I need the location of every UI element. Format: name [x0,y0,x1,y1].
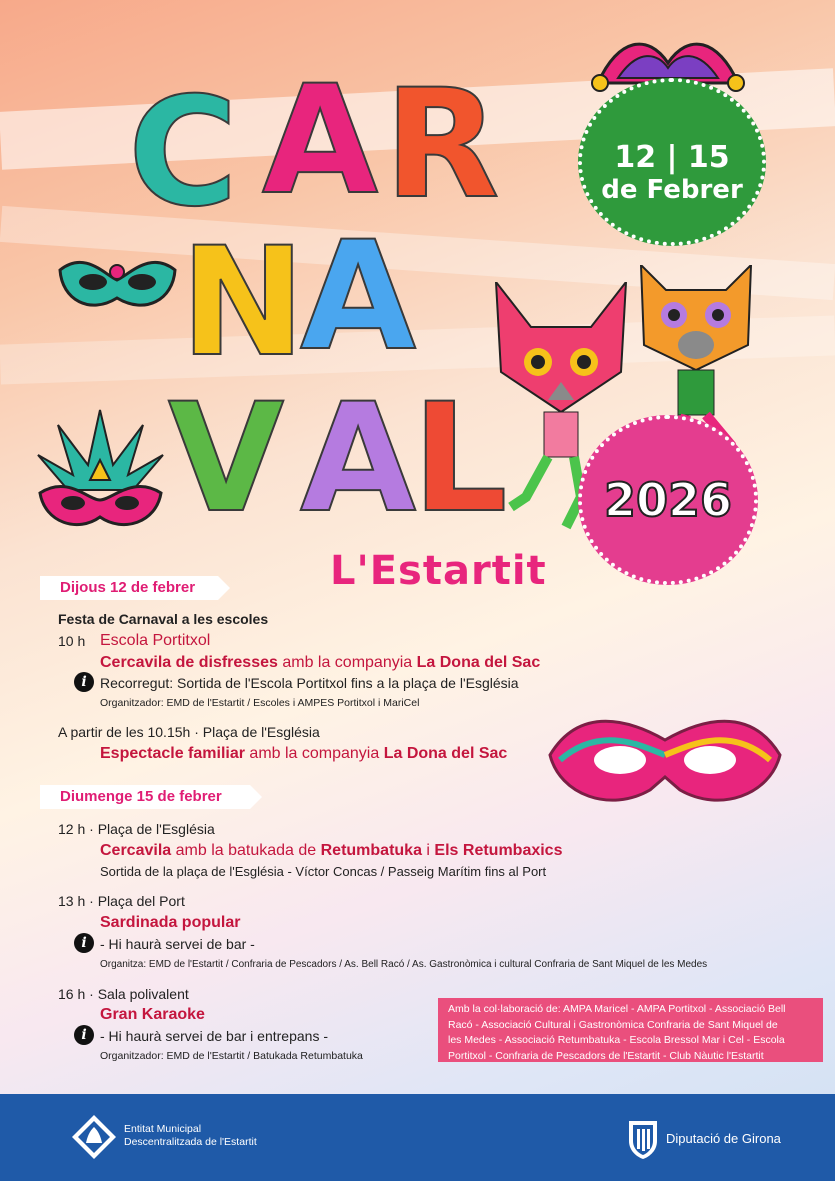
day2-ev1-title-mid: amb la batukada de [171,842,321,859]
day2-ev1-title [100,842,562,860]
letter-v: V [168,372,285,546]
year-text: 2026 [603,473,733,527]
day2-ev1-time-place: 12 h · Plaça de l'Església [58,821,215,837]
letter-c: C [128,66,239,240]
info-icon: i [74,933,94,953]
dates-seal [578,78,766,246]
emd-estartit-logo-icon [70,1113,118,1161]
day-label-2: Diumenge 15 de febrer [40,785,250,809]
dates-line-1: 12 | 15 [614,139,730,175]
day2-ev2-time-place: 13 h · Plaça del Port [58,893,185,909]
footer-bar [0,1094,835,1181]
day2-ev3-title: Gran Karaoke [100,1006,205,1023]
collab-line-1: Amb la col·laboració de: AMPA Maricel - AMPA Portitxol - Associació Bell [448,1003,786,1015]
day1-ev2-title [100,745,507,763]
mask-icon [55,250,180,320]
day1-ev1-place: Escola Portitxol [100,632,211,649]
day2-ev1-title-bold: Cercavila [100,842,172,859]
diputacio-girona-shield-icon [627,1117,659,1159]
info-icon: i [74,1025,94,1045]
year-seal [578,415,758,585]
day2-ev3-note: - Hi haurà servei de bar i entrepans - [100,1028,328,1044]
day1-intro: Festa de Carnaval a les escoles [58,611,269,627]
day1-ev1-title-bold: Cercavila de disfresses [100,654,278,671]
day2-ev3-org: Organitzador: EMD de l'Estartit / Batukada Retumbatuka [100,1050,363,1062]
feather-mask-icon [28,405,173,535]
day1-ev2-title-mid: amb la companyia [244,745,384,762]
letter-r: R [384,58,500,232]
collab-line-2: Racó - Associació Cultural i Gastronòmica Confraria de Sant Miquel de [448,1018,778,1031]
day2-ev1-route: Sortida de la plaça de l'Església - Víctor Concas / Passeig Marítim fins al Port [100,864,547,879]
day1-ev2-title-company: La Dona del Sac [383,745,508,762]
letter-a2: A [300,210,417,384]
footer-right-text: Diputació de Girona [666,1131,781,1146]
day-label-1: Dijous 12 de febrer [40,576,218,600]
letter-a3: A [300,372,417,546]
day2-ev3-time-place: 16 h · Sala polivalent [58,986,189,1002]
day1-ev1-title [100,654,540,672]
day1-ev1-route: Recorregut: Sortida de l'Escola Portitxol fins a la plaça de l'Església [100,675,519,691]
dates-line-2: de Febrer [601,174,743,205]
day2-ev1-title-b2: Retumbatuka [320,842,422,859]
letter-n: N [180,216,306,390]
collaborators-box [438,998,823,1062]
collab-line-4: Portitxol - Confraria de Pescadors de l'Estartit - Club Nàutic l'Estartit [448,1049,764,1062]
info-icon: i [74,672,94,692]
day1-ev2-title-bold: Espectacle familiar [100,745,245,762]
day1-ev1-title-mid: amb la companyia [277,654,417,671]
day2-ev1-title-i: i [421,842,435,859]
place-title: L'Estartit [330,548,547,594]
venetian-mask-icon [540,685,790,820]
footer-left-line-1: Entitat Municipal [124,1123,202,1135]
day1-ev1-title-company: La Dona del Sac [416,654,541,671]
day1-ev2-time-place: A partir de les 10.15h · Plaça de l'Església [58,724,320,740]
day2-ev2-org: Organitza: EMD de l'Estartit / Confraria de Pescadors / As. Bell Racó / As. Gastronòmica i cultural Confraria de Sant Miquel de les Medes [100,959,708,970]
letter-l: L [412,372,508,546]
letter-a: A [262,54,379,228]
day1-ev1-time: 10 h [58,633,86,649]
day1-ev1-org: Organitzador: EMD de l'Estartit / Escoles i AMPES Portitxol i MariCel [100,697,420,709]
collab-line-3: les Medes - Associació Retumbatuka - Escola Bressol Mar i Cel - Escola [448,1034,785,1047]
day2-ev1-title-b3: Els Retumbaxics [434,842,563,859]
footer-left-line-2: Descentralitzada de l'Estartit [124,1136,257,1148]
day2-ev2-note: - Hi haurà servei de bar - [100,936,255,952]
day2-ev2-title: Sardinada popular [100,914,241,931]
